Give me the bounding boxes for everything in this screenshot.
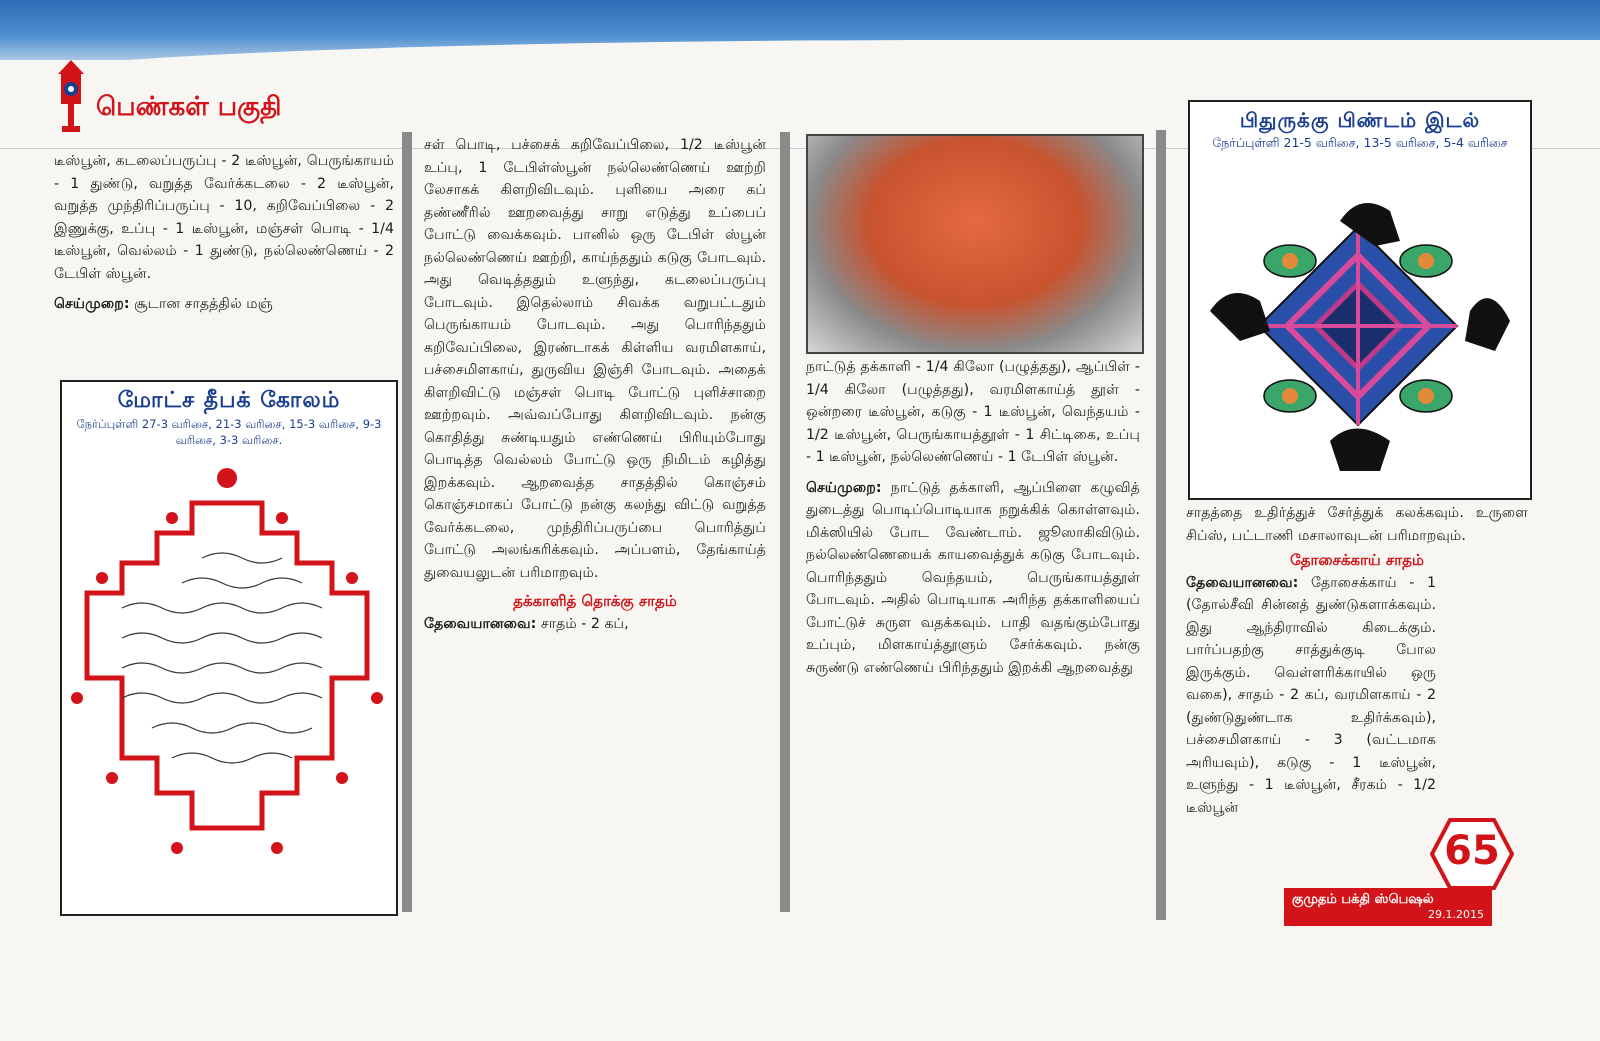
- col4-requirements: [1186, 572, 1436, 820]
- col4-recipe-title: தோசைக்காய் சாதம்: [1290, 551, 1424, 569]
- footer-tag: [1284, 888, 1492, 926]
- kolam-1-subtitle: நேர்ப்புள்ளி 27-3 வரிசை, 21-3 வரிசை, 15-3 வரிசை, 9-3 வரிசை, 3-3 வரிசை.: [76, 417, 382, 447]
- section-title: பெண்கள் பகுதி: [96, 92, 282, 122]
- col3-ingredients: நாட்டுத் தக்காளி - 1/4 கிலோ (பழுத்தது), ஆப்பிள் - 1/4 கிலோ (பழுத்தது), வரமிளகாய்த் தூள் - ஒன்றரை டீஸ்பூன், கடுகு - 1 டீஸ்பூன், வெந்தயம் - 1/2 டீஸ்பூன், பெருங்காயத்தூள் - 1 சிட்டிகை, உப்பு - 1 டீஸ்பூன், நல்லெண்ணெய் - 1 டேபிள் ஸ்பூன்.: [806, 359, 1140, 465]
- footer-brand: குமுதம் பக்தி ஸ்பெஷல்: [1292, 892, 1434, 907]
- col2-requirements: [424, 613, 766, 636]
- kolam-2-drawing: [1190, 151, 1526, 481]
- column-2: [424, 134, 766, 635]
- col3-method-text: நாட்டுத் தக்காளி, ஆப்பிளை கழுவித் துடைத்து பொடிப்பொடியாக நறுக்கிக் கொள்ளவும். மிக்ஸியில் போட வேண்டாம். ஜூஸாகிவிடும். நல்லெண்ணெயைக் காயவைத்துக் கடுகு போடவும். பொரிந்ததும் வெந்தயம், பெருங்காயத்தூள் போடவும். அதில் பொடியாக அரிந்த தக்காளியைப் போட்டுச் சுருள வதக்கவும். பாதி வதங்கும்போது உப்பும், மிளகாய்த்தூளும் சேர்க்கவும். நன்கு சுருண்டு எண்ணெய் பிரிந்ததும் இறக்கி ஆறவைத்து: [806, 479, 1140, 676]
- col2-recipe-title: தக்காளித் தொக்கு சாதம்: [513, 592, 677, 610]
- kolam-1-title: மோட்ச தீபக் கோலம்: [117, 388, 341, 413]
- col1-method-text: சூடான சாதத்தில் மஞ்: [134, 296, 273, 312]
- column-divider-3: [1156, 130, 1166, 920]
- lamp-icon: [56, 60, 86, 134]
- kolam-1-drawing: [62, 448, 392, 918]
- col4-req-text: தோசைக்காய் - 1 (தோல்சீவி சின்னத் துண்டுகளாக்கவும். இது ஆந்திராவில் கிடைக்கும். பார்ப்பதற்கு சாத்துக்குடி போல இருக்கும். வெள்ளரிக்காயில் ஒரு வகை), சாதம் - 2 கப், வரமிளகாய் - 2 (துண்டுதுண்டாக உதிர்க்கவும்), பச்சைமிளகாய் - 3 (வட்டமாக அரியவும்), கடுகு - 1 டீஸ்பூன், உளுந்து - 1 டீஸ்பூன், சீரகம் - 1/2 டீஸ்பூன்: [1186, 574, 1436, 816]
- kolam-2-box: [1188, 100, 1532, 500]
- column-3: [806, 356, 1140, 679]
- column-1: [54, 150, 394, 316]
- col1-method-label: செய்முறை:: [54, 296, 130, 312]
- kolam-1-box: [60, 380, 398, 916]
- col2-req-label: தேவையானவை:: [424, 615, 537, 632]
- col1-method: [54, 293, 394, 316]
- page-number: 65: [1444, 828, 1500, 874]
- kolam-2-title: பிதுருக்கு பிண்டம் இடல்: [1239, 108, 1481, 132]
- column-divider-2: [780, 132, 790, 912]
- col4-req-label: தேவையானவை:: [1186, 574, 1299, 591]
- kolam-2-subtitle: நேர்ப்புள்ளி 21-5 வரிசை, 13-5 வரிசை, 5-4 வரிசை: [1212, 135, 1508, 150]
- col2-text: சள் பொடி, பச்சைக் கறிவேப்பிலை, 1/2 டீஸ்பூன் உப்பு, 1 டேபிள்ஸ்பூன் நல்லெண்ணெய் ஊற்றி லேசாகக் கிளறிவிடவும். புளியை அரை கப் தண்ணீரில் ஊறவைத்து சாறு எடுத்து உப்பைப் போட்டு வைக்கவும். பானில் ஒரு டேபிள் ஸ்பூன் நல்லெண்ணெய் ஊற்றி, காய்ந்ததும் கடுகு போடவும். அது வெடித்ததும் உளுந்து, கடலைப்பருப்பு போடவும். இதெல்லாம் சிவக்க வறுபட்டதும் பெருங்காயம் போடவும். அது பொரிந்ததும் கறிவேப்பிலை, இரண்டாகக் கிள்ளிய வரமிளகாய், பச்சைமிளகாய், துருவிய இஞ்சி போடவும். அதைக் கிளறிவிட்டு மஞ்சள் பொடி போட்டு புளிச்சாறை ஊற்றவும். அவ்வப்போது கிளறிவிடவும். நன்கு கொதித்து சுண்டியதும் எண்ணெய் பிரியும்போது பொடித்த வெல்லம் போட்டு ஒரு நிமிடம் கழித்து இறக்கவும். ஆறவைத்த சாதத்தில் கொஞ்சம் கொஞ்சமாகப் போட்டு நன்கு கலந்து விட்டு வறுத்த வேர்க்கடலை, முந்திரிப்பருப்பை பொரித்துப் போட்டு அலங்கரிக்கவும். அப்பளம், தேங்காய்த் துவையலுடன் பரிமாறவும்.: [424, 137, 766, 581]
- footer-date: 29.1.2015: [1428, 908, 1484, 921]
- column-divider-1: [402, 132, 412, 912]
- col3-method: [806, 477, 1140, 680]
- col2-req-text: சாதம் - 2 கப்,: [540, 615, 629, 632]
- tomato-rice-photo: [806, 134, 1144, 354]
- page-number-badge: [1430, 818, 1514, 890]
- col4-text: சாதத்தை உதிர்த்துச் சேர்த்துக் கலக்கவும். உருளை சிப்ஸ், பட்டாணி மசாலாவுடன் பரிமாறவும்.: [1186, 505, 1528, 544]
- col3-method-label: செய்முறை:: [806, 479, 882, 496]
- column-4: [1186, 502, 1528, 819]
- col1-ingredients: டீஸ்பூன், கடலைப்பருப்பு - 2 டீஸ்பூன், பெருங்காயம் - 1 துண்டு, வறுத்த வேர்க்கடலை - 2 டீஸ்பூன், வறுத்த முந்திரிப்பருப்பு - 10, கறிவேப்பிலை - 2 இணுக்கு, உப்பு - 1 டீஸ்பூன், மஞ்சள் பொடி - 1/4 டீஸ்பூன், வெல்லம் - 1 துண்டு, நல்லெண்ணெய் - 2 டேபிள் ஸ்பூன்.: [54, 153, 394, 282]
